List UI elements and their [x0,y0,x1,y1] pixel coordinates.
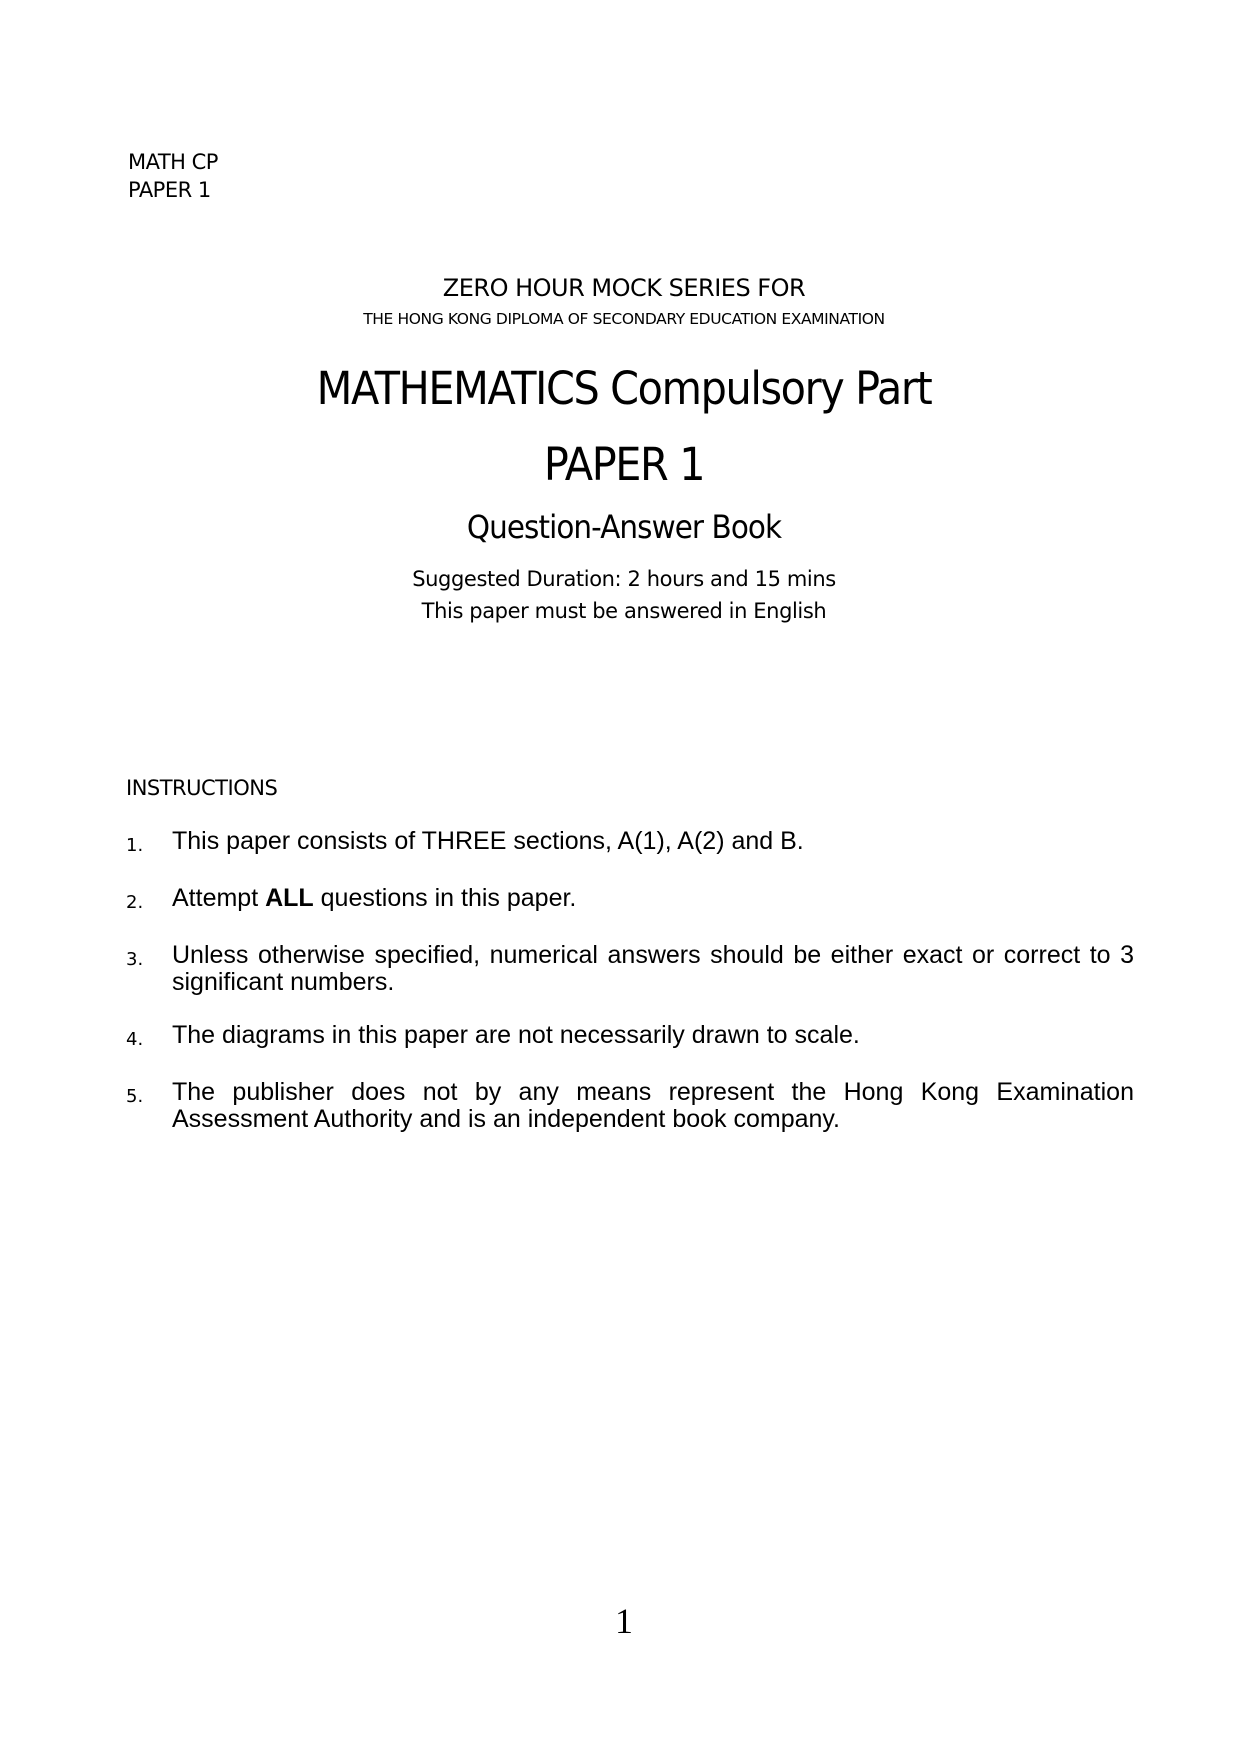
instructions-heading: INSTRUCTIONS [126,776,278,800]
instruction-text: This paper consists of THREE sections, A(1), A(2) and B. [172,827,804,855]
language-note: This paper must be answered in English [421,599,827,623]
paper-code-subject: MATH CP [128,150,218,174]
subject-title: MATHEMATICS Compulsory Part [316,362,932,415]
instruction-text-post: questions in this paper. [313,884,577,912]
series-title: ZERO HOUR MOCK SERIES FOR [442,274,806,302]
instruction-item [126,885,1134,916]
exam-name: THE HONG KONG DIPLOMA OF SECONDARY EDUCATION EXAMINATION [363,310,885,328]
instructions-list [126,828,1134,1159]
instruction-number: 4. [126,1029,144,1050]
instruction-number: 3. [126,949,144,970]
book-type: Question-Answer Book [466,508,782,546]
paper-code [128,148,218,204]
instruction-text: The diagrams in this paper are not necessarily drawn to scale. [172,1021,860,1049]
paper-code-paper: PAPER 1 [128,178,211,202]
instruction-number: 1. [126,835,144,856]
instruction-emphasis: ALL [265,884,314,912]
instruction-text: Unless otherwise specified, numerical answers should be either exact or correct to 3 significant numbers. [172,941,1134,996]
instruction-item [126,828,1134,859]
exam-info [0,563,1248,627]
instruction-item [126,942,1134,996]
paper-title: PAPER 1 [543,438,705,491]
instruction-item [126,1079,1134,1133]
page-number: 1 [615,1601,633,1641]
instruction-text [172,885,1134,916]
instruction-text-pre: Attempt [172,884,266,912]
instruction-text: The publisher does not by any means represent the Hong Kong Examination Assessment Authority and is an independent book company. [172,1078,1134,1133]
duration: Suggested Duration: 2 hours and 15 mins [412,567,836,591]
instruction-item [126,1022,1134,1053]
instruction-number: 5. [126,1086,144,1107]
instruction-number: 2. [126,892,144,913]
